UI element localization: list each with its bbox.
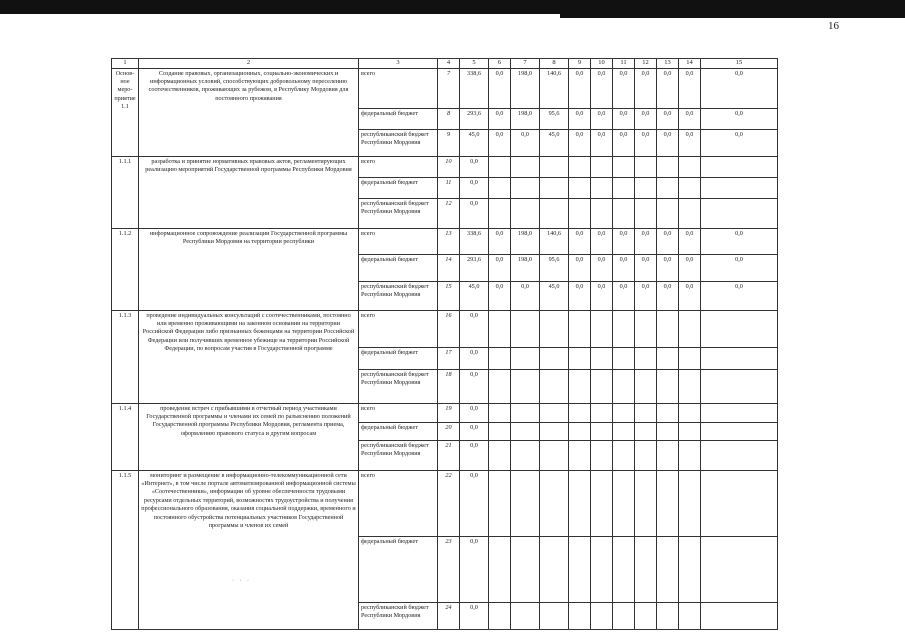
- value-cell: 198,0: [511, 254, 540, 281]
- header-cell: 10: [591, 59, 613, 69]
- value-cell: [701, 156, 778, 177]
- value-cell: [540, 602, 569, 629]
- value-cell: 0,0: [613, 68, 635, 108]
- value-cell: [569, 403, 591, 422]
- value-cell: 293,6: [460, 254, 489, 281]
- value-cell: [591, 156, 613, 177]
- value-cell: [511, 156, 540, 177]
- value-cell: [613, 470, 635, 536]
- funding-source: федеральный бюджет: [359, 422, 438, 440]
- value-cell: [511, 198, 540, 228]
- value-cell: [635, 347, 657, 369]
- value-cell: 198,0: [511, 108, 540, 129]
- value-cell: 0,0: [460, 177, 489, 198]
- value-cell: [657, 470, 679, 536]
- page-number: 16: [828, 20, 839, 32]
- value-cell: [511, 536, 540, 602]
- value-cell: [489, 347, 511, 369]
- value-cell: [540, 347, 569, 369]
- value-cell: [635, 470, 657, 536]
- value-cell: [657, 403, 679, 422]
- value-cell: [591, 470, 613, 536]
- value-cell: 0,0: [569, 228, 591, 254]
- value-cell: [489, 369, 511, 403]
- value-cell: [569, 156, 591, 177]
- value-cell: [679, 156, 701, 177]
- row-number: 20: [438, 422, 460, 440]
- value-cell: 0,0: [657, 254, 679, 281]
- row-number: 18: [438, 369, 460, 403]
- funding-source: республиканский бюджет Республики Мордовия: [359, 440, 438, 470]
- scan-top-border-right: [560, 14, 905, 18]
- funding-source: федеральный бюджет: [359, 536, 438, 602]
- table-row: [112, 228, 778, 254]
- value-cell: 0,0: [569, 129, 591, 156]
- value-cell: [657, 369, 679, 403]
- value-cell: [489, 470, 511, 536]
- value-cell: [569, 369, 591, 403]
- value-cell: [657, 347, 679, 369]
- value-cell: 0,0: [635, 68, 657, 108]
- value-cell: [657, 602, 679, 629]
- value-cell: 0,0: [591, 129, 613, 156]
- value-cell: [540, 369, 569, 403]
- value-cell: [679, 369, 701, 403]
- value-cell: [540, 440, 569, 470]
- value-cell: 0,0: [613, 254, 635, 281]
- value-cell: [489, 156, 511, 177]
- row-number: 8: [438, 108, 460, 129]
- value-cell: [591, 347, 613, 369]
- value-cell: [657, 536, 679, 602]
- value-cell: [540, 422, 569, 440]
- header-cell: 6: [489, 59, 511, 69]
- value-cell: [591, 536, 613, 602]
- value-cell: 0,0: [489, 228, 511, 254]
- row-number: 24: [438, 602, 460, 629]
- value-cell: [591, 177, 613, 198]
- value-cell: 0,0: [489, 68, 511, 108]
- value-cell: 0,0: [613, 228, 635, 254]
- value-cell: 0,0: [635, 129, 657, 156]
- value-cell: 45,0: [540, 281, 569, 310]
- budget-table: [111, 58, 778, 630]
- value-cell: 0,0: [569, 68, 591, 108]
- value-cell: [489, 198, 511, 228]
- value-cell: 0,0: [701, 129, 778, 156]
- scan-speckles: · · ·: [232, 578, 251, 584]
- value-cell: 95,6: [540, 254, 569, 281]
- value-cell: 0,0: [460, 422, 489, 440]
- value-cell: [489, 310, 511, 347]
- value-cell: [679, 602, 701, 629]
- value-cell: 0,0: [613, 129, 635, 156]
- value-cell: [540, 156, 569, 177]
- value-cell: 0,0: [657, 281, 679, 310]
- value-cell: [701, 310, 778, 347]
- row-number: 12: [438, 198, 460, 228]
- activity-name: проведение индивидуальных консультаций с соотечественниками, постоянно или временно проживающими на законном основании на территории Российской Федерации либо признанных беженцами на территории Российской Федерации или получивших временное убежище на территории Российской Федерации, по вопросам участия в Государственной программе: [139, 310, 359, 403]
- funding-source: республиканский бюджет Республики Мордовия: [359, 369, 438, 403]
- funding-source: всего: [359, 470, 438, 536]
- row-number: 7: [438, 68, 460, 108]
- value-cell: 0,0: [460, 310, 489, 347]
- value-cell: 0,0: [657, 108, 679, 129]
- row-number: 23: [438, 536, 460, 602]
- value-cell: [569, 347, 591, 369]
- value-cell: [569, 177, 591, 198]
- value-cell: 0,0: [511, 129, 540, 156]
- value-cell: [489, 177, 511, 198]
- activity-name: проведение встреч с прибывшими в отчетный период участниками Государственной программы и членами их семей по разъяснению положений Государственной программы Республики Мордовия, регламента приема, оформлению правового статуса и другим вопросам: [139, 403, 359, 470]
- value-cell: [511, 177, 540, 198]
- value-cell: 0,0: [701, 281, 778, 310]
- value-cell: [591, 369, 613, 403]
- value-cell: [635, 177, 657, 198]
- value-cell: 0,0: [701, 254, 778, 281]
- value-cell: [679, 536, 701, 602]
- value-cell: [701, 177, 778, 198]
- value-cell: 0,0: [679, 68, 701, 108]
- funding-source: всего: [359, 156, 438, 177]
- value-cell: [613, 156, 635, 177]
- value-cell: 0,0: [460, 369, 489, 403]
- value-cell: 0,0: [679, 129, 701, 156]
- value-cell: 0,0: [657, 68, 679, 108]
- activity-code: 1.1.2: [112, 228, 139, 310]
- value-cell: [679, 403, 701, 422]
- value-cell: 0,0: [591, 108, 613, 129]
- value-cell: [613, 440, 635, 470]
- value-cell: [591, 310, 613, 347]
- value-cell: 0,0: [460, 470, 489, 536]
- value-cell: [701, 369, 778, 403]
- value-cell: 0,0: [701, 228, 778, 254]
- value-cell: [657, 422, 679, 440]
- value-cell: 45,0: [460, 129, 489, 156]
- funding-source: всего: [359, 310, 438, 347]
- value-cell: 45,0: [460, 281, 489, 310]
- value-cell: 0,0: [460, 440, 489, 470]
- funding-source: республиканский бюджет Республики Мордовия: [359, 129, 438, 156]
- value-cell: [635, 369, 657, 403]
- value-cell: 0,0: [701, 108, 778, 129]
- funding-source: федеральный бюджет: [359, 347, 438, 369]
- value-cell: 140,6: [540, 228, 569, 254]
- header-cell: 2: [139, 59, 359, 69]
- value-cell: [635, 422, 657, 440]
- value-cell: [701, 422, 778, 440]
- value-cell: [657, 177, 679, 198]
- value-cell: 293,6: [460, 108, 489, 129]
- funding-source: федеральный бюджет: [359, 177, 438, 198]
- value-cell: 0,0: [657, 129, 679, 156]
- value-cell: 0,0: [679, 254, 701, 281]
- row-number: 15: [438, 281, 460, 310]
- value-cell: [635, 403, 657, 422]
- value-cell: 0,0: [635, 281, 657, 310]
- table-row: [112, 470, 778, 536]
- value-cell: [569, 536, 591, 602]
- row-number: 16: [438, 310, 460, 347]
- value-cell: 0,0: [635, 108, 657, 129]
- value-cell: [635, 440, 657, 470]
- value-cell: 338,6: [460, 228, 489, 254]
- table-row: [112, 403, 778, 422]
- value-cell: [613, 602, 635, 629]
- value-cell: 0,0: [460, 536, 489, 602]
- row-number: 21: [438, 440, 460, 470]
- value-cell: [701, 536, 778, 602]
- value-cell: [569, 602, 591, 629]
- value-cell: [591, 198, 613, 228]
- value-cell: [540, 470, 569, 536]
- value-cell: [657, 310, 679, 347]
- activity-code: 1.1.1: [112, 156, 139, 228]
- value-cell: 0,0: [591, 254, 613, 281]
- value-cell: [540, 198, 569, 228]
- row-number: 14: [438, 254, 460, 281]
- activity-code: 1.1.4: [112, 403, 139, 470]
- activity-code: Основ-ное меро-приятие 1.1: [112, 68, 139, 156]
- value-cell: [540, 177, 569, 198]
- value-cell: 0,0: [679, 108, 701, 129]
- value-cell: [591, 422, 613, 440]
- table-row: [112, 156, 778, 177]
- value-cell: [613, 310, 635, 347]
- value-cell: [679, 177, 701, 198]
- header-cell: 13: [657, 59, 679, 69]
- value-cell: [591, 602, 613, 629]
- value-cell: [613, 403, 635, 422]
- value-cell: 338,6: [460, 68, 489, 108]
- value-cell: [613, 536, 635, 602]
- value-cell: [540, 536, 569, 602]
- value-cell: [591, 403, 613, 422]
- value-cell: [701, 440, 778, 470]
- value-cell: 0,0: [460, 156, 489, 177]
- value-cell: [511, 347, 540, 369]
- table-body: [112, 68, 778, 629]
- value-cell: 140,6: [540, 68, 569, 108]
- activity-code: 1.1.3: [112, 310, 139, 403]
- value-cell: [679, 470, 701, 536]
- value-cell: [701, 403, 778, 422]
- header-cell: 4: [438, 59, 460, 69]
- value-cell: 0,0: [460, 602, 489, 629]
- value-cell: [511, 310, 540, 347]
- value-cell: 0,0: [511, 281, 540, 310]
- value-cell: [635, 536, 657, 602]
- value-cell: [569, 470, 591, 536]
- value-cell: [511, 470, 540, 536]
- value-cell: [679, 440, 701, 470]
- row-number: 19: [438, 403, 460, 422]
- scan-top-border: [0, 0, 905, 14]
- funding-source: федеральный бюджет: [359, 254, 438, 281]
- value-cell: [657, 198, 679, 228]
- value-cell: [613, 422, 635, 440]
- value-cell: 198,0: [511, 228, 540, 254]
- funding-source: всего: [359, 403, 438, 422]
- row-number: 13: [438, 228, 460, 254]
- value-cell: [701, 470, 778, 536]
- value-cell: 0,0: [635, 228, 657, 254]
- value-cell: [679, 198, 701, 228]
- table-row: [112, 310, 778, 347]
- value-cell: [569, 440, 591, 470]
- value-cell: [489, 403, 511, 422]
- value-cell: [635, 602, 657, 629]
- header-cell: 15: [701, 59, 778, 69]
- value-cell: 0,0: [489, 281, 511, 310]
- value-cell: [511, 422, 540, 440]
- value-cell: 45,0: [540, 129, 569, 156]
- value-cell: [635, 198, 657, 228]
- value-cell: 0,0: [591, 68, 613, 108]
- activity-name: информационное сопровождение реализации Государственной программы Республики Мордовия на территории республики: [139, 228, 359, 310]
- value-cell: [613, 369, 635, 403]
- funding-source: всего: [359, 228, 438, 254]
- activity-code: 1.1.5: [112, 470, 139, 629]
- value-cell: [569, 422, 591, 440]
- value-cell: [701, 602, 778, 629]
- value-cell: [613, 347, 635, 369]
- value-cell: [657, 156, 679, 177]
- row-number: 11: [438, 177, 460, 198]
- value-cell: [635, 156, 657, 177]
- value-cell: [489, 440, 511, 470]
- header-cell: 9: [569, 59, 591, 69]
- value-cell: 0,0: [489, 129, 511, 156]
- value-cell: 0,0: [569, 254, 591, 281]
- value-cell: 0,0: [613, 108, 635, 129]
- header-cell: 7: [511, 59, 540, 69]
- value-cell: [635, 310, 657, 347]
- value-cell: 95,6: [540, 108, 569, 129]
- value-cell: [679, 310, 701, 347]
- value-cell: 0,0: [679, 228, 701, 254]
- header-cell: 14: [679, 59, 701, 69]
- header-cell: 12: [635, 59, 657, 69]
- value-cell: [679, 347, 701, 369]
- value-cell: [511, 403, 540, 422]
- value-cell: 0,0: [489, 108, 511, 129]
- value-cell: [511, 369, 540, 403]
- header-cell: 1: [112, 59, 139, 69]
- activity-name: Создание правовых, организационных, социально-экономических и информационных условий, способствующих добровольному переселению соотечественников, проживающих за рубежом, в Республику Мордовия для постоянного проживания: [139, 68, 359, 156]
- value-cell: [569, 310, 591, 347]
- value-cell: 0,0: [569, 281, 591, 310]
- value-cell: [489, 536, 511, 602]
- row-number: 22: [438, 470, 460, 536]
- header-row: [112, 59, 778, 69]
- funding-source: республиканский бюджет Республики Мордовия: [359, 281, 438, 310]
- header-cell: 5: [460, 59, 489, 69]
- value-cell: [613, 198, 635, 228]
- value-cell: [511, 440, 540, 470]
- value-cell: 0,0: [591, 281, 613, 310]
- value-cell: [540, 310, 569, 347]
- value-cell: [489, 422, 511, 440]
- value-cell: [591, 440, 613, 470]
- table-row: [112, 68, 778, 108]
- value-cell: 0,0: [701, 68, 778, 108]
- row-number: 10: [438, 156, 460, 177]
- value-cell: [540, 403, 569, 422]
- value-cell: 0,0: [613, 281, 635, 310]
- value-cell: [701, 347, 778, 369]
- activity-name: мониторинг и размещение в информационно-телекоммуникационной сети «Интернет», в том числе портале автоматизированной информационной системы «Соотечественники», информации об уровне обеспеченности трудовыми ресурсами отдельных территорий, возможностях трудоустройства и получения профессионального образования, оказания социальной поддержки, временного и постоянного обустройства потенциальных участников Государственной программы и членов их семей: [139, 470, 359, 629]
- header-cell: 8: [540, 59, 569, 69]
- value-cell: 0,0: [635, 254, 657, 281]
- value-cell: 0,0: [591, 228, 613, 254]
- value-cell: [701, 198, 778, 228]
- activity-name: разработка и принятие нормативных правовых актов, регламентирующих реализацию мероприятий Государственной программы Республики Мордовия: [139, 156, 359, 228]
- value-cell: [489, 602, 511, 629]
- value-cell: 0,0: [460, 198, 489, 228]
- header-cell: 3: [359, 59, 438, 69]
- value-cell: [613, 177, 635, 198]
- funding-source: республиканский бюджет Республики Мордовия: [359, 602, 438, 629]
- header-cell: 11: [613, 59, 635, 69]
- funding-source: республиканский бюджет Республики Мордовия: [359, 198, 438, 228]
- funding-source: всего: [359, 68, 438, 108]
- value-cell: [511, 602, 540, 629]
- value-cell: 0,0: [679, 281, 701, 310]
- value-cell: 0,0: [460, 347, 489, 369]
- value-cell: 0,0: [460, 403, 489, 422]
- value-cell: [569, 198, 591, 228]
- value-cell: 0,0: [657, 228, 679, 254]
- funding-source: федеральный бюджет: [359, 108, 438, 129]
- value-cell: [679, 422, 701, 440]
- value-cell: 0,0: [569, 108, 591, 129]
- value-cell: [657, 440, 679, 470]
- row-number: 9: [438, 129, 460, 156]
- value-cell: 198,0: [511, 68, 540, 108]
- row-number: 17: [438, 347, 460, 369]
- value-cell: 0,0: [489, 254, 511, 281]
